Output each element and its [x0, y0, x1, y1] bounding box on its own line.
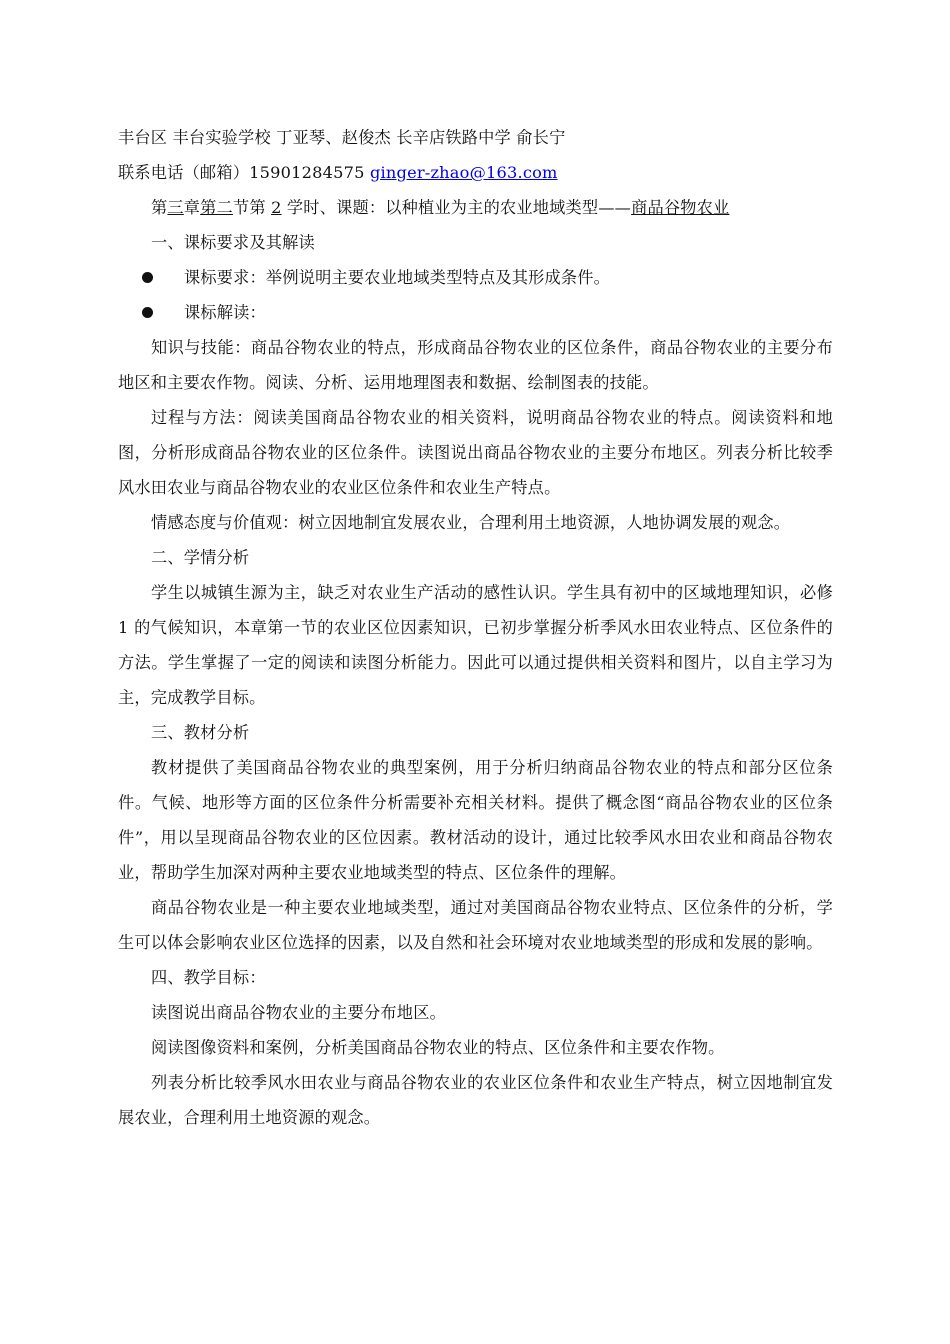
bullet-text: 课标要求：举例说明主要农业地域类型特点及其形成条件。	[184, 268, 611, 287]
goal-3: 列表分析比较季风水田农业与商品谷物农业的农业区位条件和农业生产特点，树立因地制宜发展农业，合理利用土地资源的观念。	[118, 1073, 833, 1127]
paragraph-knowledge: 知识与技能：商品谷物农业的特点，形成商品谷物农业的区位条件，商品谷物农业的主要分布地区和主要农作物。阅读、分析、运用地理图表和数据、绘制图表的技能。	[118, 338, 833, 392]
section-heading-3: 三、教材分析	[151, 723, 250, 742]
paragraph-students: 学生以城镇生源为主，缺乏对农业生产活动的感性认识。学生具有初中的区域地理知识，必修 1 的气候知识，本章第一节的农业区位因素知识，已初步掌握分析季风水田农业特点、区位条件的方法。学生掌握了一定的阅读和读图分析能力。因此可以通过提供相关资料和图片，以自主学习为主，完成教学目标。	[118, 583, 833, 707]
paragraph-textbook-1: 教材提供了美国商品谷物农业的典型案例，用于分析归纳商品谷物农业的特点和部分区位条件。气候、地形等方面的区位条件分析需要补充相关材料。提供了概念图“商品谷物农业的区位条件”，用以呈现商品谷物农业的区位因素。教材活动的设计，通过比较季风水田农业和商品谷物农业，帮助学生加深对两种主要农业地域类型的特点、区位条件的理解。	[118, 758, 833, 882]
goal-2: 阅读图像资料和案例，分析美国商品谷物农业的特点、区位条件和主要农作物。	[151, 1038, 725, 1057]
section-heading-1: 一、课标要求及其解读	[151, 233, 315, 252]
document-page	[118, 120, 833, 1135]
bullet-item-1	[118, 260, 833, 295]
section-number: 第二	[200, 198, 233, 217]
email-link[interactable]: ginger-zhao@163.com	[369, 163, 558, 182]
chapter-number: 三	[167, 198, 184, 217]
section-heading-4: 四、教学目标：	[151, 968, 266, 987]
paragraph-process: 过程与方法：阅读美国商品谷物农业的相关资料，说明商品谷物农业的特点。阅读资料和地图，分析形成商品谷物农业的区位条件。读图说出商品谷物农业的主要分布地区。列表分析比较季风水田农业与商品谷物农业的农业区位条件和农业生产特点。	[118, 408, 833, 497]
contact-label: 联系电话（邮箱）15901284575	[118, 163, 370, 182]
period-number: 2	[271, 198, 282, 217]
bullet-dot-icon	[142, 307, 153, 318]
title-prefix: 第	[151, 198, 168, 217]
title-subject: 学时、课题：以种植业为主的农业地域类型——	[281, 198, 632, 217]
paragraph-emotion: 情感态度与价值观：树立因地制宜发展农业，合理利用土地资源，人地协调发展的观念。	[151, 513, 791, 532]
bullet-dot-icon	[142, 272, 153, 283]
paragraph-textbook-2: 商品谷物农业是一种主要农业地域类型，通过对美国商品谷物农业特点、区位条件的分析，学生可以体会影响农业区位选择的因素，以及自然和社会环境对农业地域类型的形成和发展的影响。	[118, 898, 833, 952]
authors-line: 丰台区 丰台实验学校 丁亚琴、赵俊杰 长辛店铁路中学 俞长宁	[118, 128, 566, 147]
title-chapter-word: 章	[183, 198, 201, 217]
bullet-text: 课标解读：	[184, 303, 266, 322]
lesson-title	[118, 190, 833, 225]
section-heading-2: 二、学情分析	[151, 548, 250, 567]
title-topic: 商品谷物农业	[631, 198, 730, 217]
bullet-item-2	[118, 295, 833, 330]
goal-1: 读图说出商品谷物农业的主要分布地区。	[151, 1003, 446, 1022]
title-section-word: 节第	[232, 198, 272, 217]
contact-line	[118, 155, 833, 190]
